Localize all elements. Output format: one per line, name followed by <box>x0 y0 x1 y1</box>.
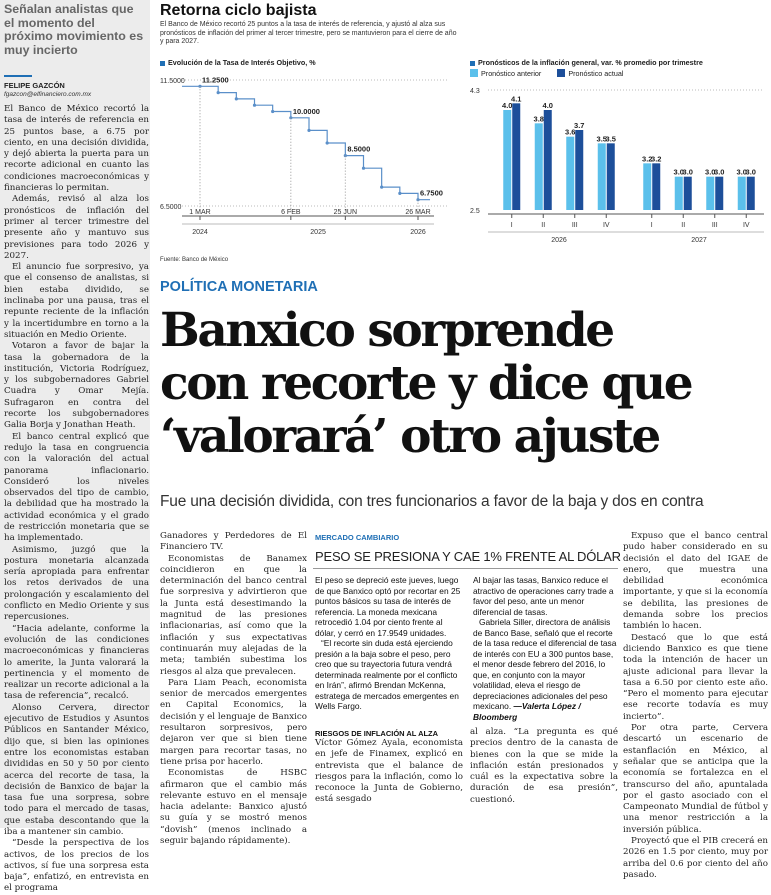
paragraph <box>473 617 618 722</box>
paragraph: El banco central explicó que redujo la tasa en congruencia con la valoración del actual panorama inflacionario. Consideró los niveles observados del tipo de cambio, la debilidad que ha mostrado la actividad económica y el grado de restricción monetaria que se ha implementado. <box>4 431 149 544</box>
x-tick-label: II <box>681 222 686 229</box>
inflation-legend <box>470 69 623 78</box>
rate-point <box>398 192 401 195</box>
rate-point <box>362 167 365 170</box>
bar-value-label: 3.0 <box>714 167 725 177</box>
group-label: 2027 <box>691 237 707 244</box>
rate-chart-title-text: Evolución de la Tasa de Interés Objetivo, % <box>168 58 316 67</box>
legend-square-icon <box>470 61 475 66</box>
rate-chart <box>160 58 452 254</box>
inflation-bar <box>706 177 714 210</box>
author-name: FELIPE GAZCÓN <box>4 81 65 90</box>
sidebar-title: PESO SE PRESIONA Y CAE 1% FRENTE AL DÓLAR <box>315 549 621 564</box>
bar-value-label: 4.0 <box>502 101 513 110</box>
bar-value-label: 3.6 <box>565 127 576 137</box>
rate-point <box>235 97 238 100</box>
x-year-label: 2026 <box>410 229 426 236</box>
group-label: 2026 <box>551 237 567 244</box>
risks-col-a: Víctor Gómez Ayala, economista en jefe de Finamex, explicó en entrevista que el balance de riesgos para la inflación, como lo reconoce la Junta de Gobierno, está sesgado <box>315 738 463 805</box>
x-tick-label: II <box>541 222 546 229</box>
bar-value-label: 3.2 <box>651 154 662 164</box>
left-headline: Señalan analistas que el momento del próximo movimiento es muy incierto <box>4 2 144 57</box>
inflation-bar <box>512 103 520 210</box>
x-tick-label: I <box>650 222 653 229</box>
paragraph: El Banco de México recortó la tasa de interés de referencia en 25 puntos base, a 6.75 por ciento, en una decisión dividida, y dejó abierta la puerta para un recorte adicional en cuanto las condiciones macroeconómicas y financieras lo permitan. <box>4 104 149 194</box>
annotation-label: 10.0000 <box>292 106 320 116</box>
x-tick-label: 25 JUN <box>333 209 358 216</box>
bar-value-label: 3.5 <box>596 134 607 144</box>
sidebar-paragraph-text: Gabriela Siller, directora de análisis de Banco Base, señaló que el recorte de la tasa reduce el diferencial de tasa de interés con EU a 300 puntos base, el menor desde febrero del 2016, lo que, en conjunto con la mayor volatilidad, eleva el riesgo de depreciaciones adicionales del peso mexicano. <box>473 617 617 711</box>
inflation-bar <box>503 110 511 210</box>
legend-previous-label: Pronóstico anterior <box>481 69 542 78</box>
sidebar-kicker: MERCADO CAMBIARIO <box>315 533 400 542</box>
inflation-bar <box>747 177 755 210</box>
inflation-bar <box>715 177 723 210</box>
annotation-label: 11.2500 <box>202 75 229 85</box>
bar-value-label: 3.8 <box>533 114 544 124</box>
headline-line: con recorte y dice que <box>160 356 692 411</box>
legend-current-label: Pronóstico actual <box>568 69 624 78</box>
bar-value-label: 3.0 <box>745 167 756 177</box>
left-body <box>4 104 149 894</box>
x-year-label: 2024 <box>192 229 208 236</box>
bar-value-label: 3.0 <box>682 167 693 177</box>
inflation-bar <box>652 163 660 210</box>
paragraph: Además, revisó al alza los pronósticos de inflación del primer al tercer trimestre del presente año y mantuvo sus previsiones para todo 2026 y 2027. <box>4 194 149 261</box>
paragraph: Votaron a favor de bajar la tasa la gobernadora de la institución, Victoria Rodríguez, y los subgobernadores Gabriel Cuadra y Omar Mejía. Sufragaron en contra del recorte los subgobernadores Galia Borja y Jonathan Heath. <box>4 341 149 431</box>
y-tick-label: 11.5000 <box>160 78 185 85</box>
rate-point <box>326 141 329 144</box>
x-tick-label: 1 MAR <box>189 209 211 216</box>
x-tick-label: III <box>711 222 718 229</box>
bar-value-label: 3.0 <box>736 167 747 177</box>
x-tick-label: IV <box>742 222 750 229</box>
sidebar-rule <box>313 568 618 569</box>
author-rule <box>4 75 32 77</box>
infographic-title: Retorna ciclo bajista <box>160 2 317 19</box>
rate-line-chart <box>160 70 452 254</box>
section-label: POLÍTICA MONETARIA <box>160 279 318 295</box>
paragraph: Expuso que el banco central pudo haber considerado en su decisión el dato del IGAE de enero, que muestra una debilidad económica importante, y que si la economía se debilita, las presiones de demanda sobre los precios también lo hacen. <box>623 531 768 632</box>
paragraph: “Hacia adelante, conforme la evolución de las condiciones macroeconómicas y financieras lo amerite, la Junta valorará la pertinencia y el momento de realizar un recorte adicional a la tasa de referencia”, recalcó. <box>4 623 149 702</box>
inflation-bar <box>575 130 583 210</box>
bar-value-label: 4.0 <box>542 101 553 110</box>
sidebar-col-a <box>315 575 463 712</box>
infographic-description: El Banco de México recortó 25 puntos a la tasa de interés de referencia, y ajustó al alza sus pronósticos de inflación del primer al tercer trimestre, pero se mantuvieron para el cierre de año y para 2027. <box>160 21 457 46</box>
bar-value-label: 3.2 <box>642 154 653 164</box>
headline-line: ‘valorará’ otro ajuste <box>160 409 659 464</box>
paragraph: Asimismo, juzgó que la postura monetaria alcanzada sería apropiada para enfrentar los retos derivados de una prolongación y escalamiento del conflicto en Medio Oriente y sus repercusiones. <box>4 544 149 623</box>
paragraph: “El recorte sin duda está ejerciendo presión a la baja sobre el peso, pero creo que su trayectoria futura vendrá determinada realmente por el conflicto en Irán”, afirmó Brendan McKenna, estratega de mercados emergentes en Wells Fargo. <box>315 638 459 711</box>
inflation-bar <box>566 137 574 210</box>
inflation-bar <box>675 177 683 210</box>
column-2-body <box>160 531 307 847</box>
rate-line <box>182 86 430 199</box>
bar-value-label: 3.0 <box>673 167 684 177</box>
bar-value-label: 3.0 <box>705 167 716 177</box>
inflation-bar-chart <box>470 80 768 254</box>
inflation-bar <box>607 143 615 210</box>
paragraph: Economistas de HSBC afirmaron que el cambio más relevante estuvo en el mensaje hacia adelante: Banxico ajustó su guía y se mostró menos “dovish” (menos inclinado a seguir bajando rápidamente). <box>160 768 307 847</box>
bar-value-label: 4.1 <box>511 94 522 104</box>
paragraph: Para Liam Peach, economista senior de mercados emergentes en Capital Economics, la decisión y el lenguaje de Banxico resultaron sorpresivos, pero dejaron ver que si bien tiene margen para recortar tasas, no tiene prisa por hacerlo. <box>160 677 307 767</box>
x-tick-label: 6 FEB <box>281 209 301 216</box>
infographic-source: Fuente: Banco de México <box>160 257 229 263</box>
subheadline: Fue una decisión dividida, con tres funcionarios a favor de la baja y dos en contra <box>160 493 704 510</box>
paragraph: Al bajar las tasas, Banxico reduce el atractivo de operaciones carry trade a favor del peso, ante un menor diferencial de tasas. <box>473 575 614 617</box>
inflation-bar <box>643 163 651 210</box>
y-tick-label: 6.5000 <box>160 204 182 211</box>
risks-kicker: RIESGOS DE INFLACIÓN AL ALZA <box>315 729 439 738</box>
inflation-bar <box>544 110 552 210</box>
headline-line: Banxico sorprende <box>160 303 613 358</box>
rate-chart-title <box>160 58 316 67</box>
inflation-bar <box>535 123 543 210</box>
inflation-bar <box>738 177 746 210</box>
bar-value-label: 3.7 <box>574 121 585 130</box>
x-tick-label: I <box>510 222 513 229</box>
risks-col-b: al alza. “La pregunta es qué precios dentro de la canasta de bienes con la que se mide la inflación están presionados y cuál es la expectativa sobre la duración de esa presión”, cuestionó. <box>470 727 618 805</box>
sidebar-box <box>313 531 621 722</box>
sidebar-byline: —Valerta López / Bloomberg <box>473 701 581 722</box>
annotation-label: 8.5000 <box>347 144 371 154</box>
rate-point <box>271 110 274 113</box>
paragraph: Alonso Cervera, director ejecutivo de Estudios y Asuntos Públicos en Santander México, dijo que, si bien las opiniones entre los economistas estaban divididas en 50 y 50 por ciento acerca del recorte de tasa, la decisión de Banxico de bajar la tasa fue una sorpresa, sobre todo para el mercado de tasas, que estaba descontando que la iba a mantener sin cambio. <box>4 702 149 837</box>
rate-point <box>307 129 310 132</box>
bar-value-label: 3.5 <box>605 134 616 144</box>
inflation-chart-title <box>470 58 703 67</box>
author-email: fgazcon@elfinanciero.com.mx <box>4 91 92 98</box>
x-tick-label: IV <box>602 222 610 229</box>
x-tick-label: 26 MAR <box>405 209 431 216</box>
x-year-label: 2025 <box>310 229 326 236</box>
inflation-bar <box>598 143 606 210</box>
inflation-bar <box>684 177 692 210</box>
inflation-chart-title-text: Pronósticos de la inflación general, var. % promedio por trimestre <box>478 58 703 67</box>
rate-point <box>253 104 256 107</box>
rate-point <box>217 91 220 94</box>
paragraph: Por otra parte, Cervera descartó un escenario de estanflación en México, al señalar que se anticipa que la economía se fortalezca en el transcurso del año, apuntalada por el gasto asociado con el Campeonato Mundial de fútbol y una menor restricción a la inversión pública. <box>623 723 768 835</box>
legend-current-swatch <box>557 69 565 77</box>
main-headline <box>160 304 768 463</box>
paragraph: El anuncio fue sorpresivo, ya que el consenso de analistas, si bien estaba dividido, se inclinaba por una pausa, tras el repunte reciente de la inflación y la incertidumbre en torno a la situación en Medio Oriente. <box>4 262 149 340</box>
paragraph: “Desde la perspectiva de los activos, de los precios de los activos, sí fue una sorpresa esta baja”, enfatizó, en entrevista en el programa <box>4 838 149 894</box>
rate-point <box>380 186 383 189</box>
sidebar-col-b <box>473 575 618 722</box>
right-column-body <box>623 531 768 880</box>
paragraph: El peso se depreció este jueves, luego de que Banxico optó por recortar en 25 puntos básicos su tasa de interés de referencia. La moneda mexicana retrocedió 1.04 por ciento frente al dólar, y cerró en 17.9549 unidades. <box>315 575 461 638</box>
x-tick-label: III <box>571 222 578 229</box>
paragraph: Destacó que lo que está diciendo Banxico es que tiene toda la intención de hacer un ajuste adicional para llevar la tasa a 6.50 por ciento este año. “Pero el momento para ejecutar ese recorte todavía es muy incierto”. <box>623 632 768 722</box>
paragraph: Economistas de Banamex coincidieron en que la determinación del banco central fue sorpresiva y advirtieron que la Junta está desestimando la magnitud de las presiones inflacionarias, así como que la inflación y sus expectativas continuarán muy alejadas de la meta; también subestima los riesgos al alza que prevalecen. <box>160 553 307 677</box>
rate-point <box>416 198 419 201</box>
annotation-label: 6.7500 <box>420 188 443 198</box>
paragraph: Proyectó que el PIB crecerá en 2026 en 1.5 por ciento, muy por arriba del 0.6 por ciento del año pasado. <box>623 836 768 880</box>
inflation-chart <box>470 58 768 254</box>
legend-square-icon <box>160 61 165 66</box>
y-tick-label: 4.3 <box>470 88 480 95</box>
legend-previous-swatch <box>470 69 478 77</box>
paragraph: Ganadores y Perdedores de El Financiero TV. <box>160 531 307 553</box>
y-tick-label: 2.5 <box>470 208 480 215</box>
